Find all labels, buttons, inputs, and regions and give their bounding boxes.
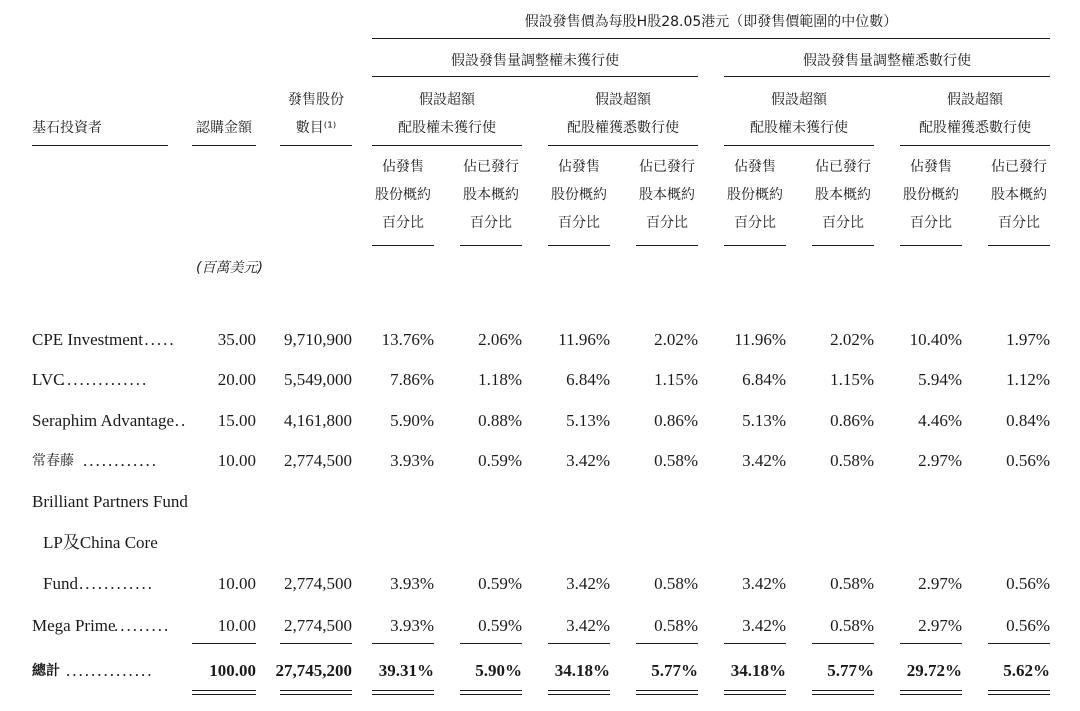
total-shares: 27,745,200 [275, 661, 352, 680]
pct-header-line: 佔發售 [734, 159, 776, 175]
percentage-cell: 3.42% [566, 574, 610, 593]
subgroup-a-rule [372, 145, 522, 146]
group-left-rule [372, 76, 698, 77]
investor-name: Mega Prime [32, 616, 116, 635]
total-double-rule [724, 690, 786, 695]
leader-dots: ............ [83, 451, 158, 470]
investor-name: 常春藤 [32, 453, 74, 469]
percentage-cell: 0.88% [478, 411, 522, 430]
shares-cell: 2,774,500 [284, 574, 352, 593]
percentage-cell: 0.59% [478, 616, 522, 635]
percentage-cell: 0.56% [1006, 574, 1050, 593]
subtotal-rule [548, 643, 610, 644]
subtotal-rule [724, 643, 786, 644]
investor-name: CPE Investment [32, 330, 143, 349]
pct-header-line: 股份概約 [903, 187, 959, 203]
shares-cell: 5,549,000 [284, 370, 352, 389]
pct-header-line: 股份概約 [551, 187, 607, 203]
subgroup-b-rule [548, 145, 698, 146]
leader-dots: .............. [60, 370, 149, 389]
percentage-cell: 1.15% [830, 370, 874, 389]
total-percentage: 5.62% [1003, 661, 1050, 680]
total-double-rule [636, 690, 698, 695]
leader-dots: ......... [114, 616, 171, 635]
subgroup-c-rule [724, 145, 874, 146]
col-investor-header: 基石投資者 [32, 120, 102, 136]
total-double-rule [812, 690, 874, 695]
pct-header-line: 股本概約 [815, 187, 871, 203]
percentage-cell: 6.84% [742, 370, 786, 389]
percentage-cell: 0.86% [654, 411, 698, 430]
investor-name: Seraphim Advantage [32, 411, 175, 430]
pct-header-line: 股份概約 [727, 187, 783, 203]
percentage-cell: 5.90% [390, 411, 434, 430]
percentage-cell: 1.18% [478, 370, 522, 389]
pct-header-line: 佔已發行 [991, 159, 1047, 175]
total-double-rule [192, 690, 256, 695]
percentage-cell: 1.12% [1006, 370, 1050, 389]
investor-name: Fund [43, 574, 78, 593]
col-amount-rule [192, 145, 256, 146]
pct-header-line: 百分比 [910, 215, 952, 231]
percentage-cell: 10.40% [909, 330, 962, 349]
pct-header-rule [460, 245, 522, 246]
percentage-cell: 2.97% [918, 574, 962, 593]
investor-name: Brilliant Partners Fund [32, 492, 188, 511]
pct-header-line: 佔發售 [382, 159, 424, 175]
percentage-cell: 3.42% [742, 451, 786, 470]
pct-header-rule [548, 245, 610, 246]
leader-dots: .. [174, 411, 188, 430]
leader-dots: ............ [79, 574, 154, 593]
percentage-cell: 5.94% [918, 370, 962, 389]
subgroup-a-header-2: 配股權未獲行使 [398, 120, 496, 136]
subtotal-rule [372, 643, 434, 644]
amount-cell: 10.00 [217, 451, 256, 470]
top-title-rule [372, 38, 1050, 39]
amount-cell: 10.00 [217, 616, 256, 635]
percentage-cell: 0.58% [830, 574, 874, 593]
percentage-cell: 2.97% [918, 451, 962, 470]
total-percentage: 5.90% [475, 661, 522, 680]
percentage-cell: 2.97% [918, 616, 962, 635]
percentage-cell: 2.02% [830, 330, 874, 349]
leader-dots: .............. [66, 661, 154, 680]
percentage-cell: 0.58% [654, 451, 698, 470]
col-shares-header-1: 發售股份 [288, 92, 344, 108]
pct-header-line: 百分比 [382, 215, 424, 231]
shares-cell: 4,161,800 [284, 411, 352, 430]
percentage-cell: 6.84% [566, 370, 610, 389]
percentage-cell: 5.13% [742, 411, 786, 430]
percentage-cell: 3.93% [390, 616, 434, 635]
subgroup-a-header-1: 假設超額 [419, 92, 475, 108]
shares-cell: 2,774,500 [284, 451, 352, 470]
percentage-cell: 1.15% [654, 370, 698, 389]
percentage-cell: 2.06% [478, 330, 522, 349]
pct-header-line: 佔已發行 [815, 159, 871, 175]
percentage-cell: 1.97% [1006, 330, 1050, 349]
pct-header-line: 佔發售 [910, 159, 952, 175]
percentage-cell: 0.58% [654, 574, 698, 593]
total-percentage: 39.31% [378, 661, 434, 680]
percentage-cell: 0.84% [1006, 411, 1050, 430]
subtotal-rule [280, 643, 352, 644]
total-label: 總計 [32, 663, 60, 679]
pct-header-rule [724, 245, 786, 246]
subgroup-b-header-1: 假設超額 [595, 92, 651, 108]
col-shares-header-2: 數目⁽¹⁾ [295, 120, 337, 136]
pct-header-line: 百分比 [558, 215, 600, 231]
percentage-cell: 3.42% [742, 574, 786, 593]
total-double-rule [280, 690, 352, 695]
subtotal-rule [636, 643, 698, 644]
subgroup-d-header-2: 配股權獲悉數行使 [919, 120, 1031, 136]
pct-header-line: 股份概約 [375, 187, 431, 203]
percentage-cell: 0.86% [830, 411, 874, 430]
unit-note: (百萬美元) [196, 260, 263, 276]
percentage-cell: 3.42% [566, 616, 610, 635]
total-percentage: 5.77% [827, 661, 874, 680]
pct-header-line: 股本概約 [639, 187, 695, 203]
subtotal-rule [988, 643, 1050, 644]
percentage-cell: 13.76% [381, 330, 434, 349]
group-header-right: 假設發售量調整權悉數行使 [803, 53, 971, 69]
total-double-rule [548, 690, 610, 695]
amount-cell: 15.00 [217, 411, 256, 430]
subtotal-rule [460, 643, 522, 644]
shares-cell: 9,710,900 [284, 330, 352, 349]
percentage-cell: 0.58% [830, 451, 874, 470]
subgroup-c-header-2: 配股權未獲行使 [750, 120, 848, 136]
subgroup-b-header-2: 配股權獲悉數行使 [567, 120, 679, 136]
amount-cell: 35.00 [217, 330, 256, 349]
pct-header-line: 百分比 [998, 215, 1040, 231]
group-header-left: 假設發售量調整權未獲行使 [451, 53, 619, 69]
percentage-cell: 0.59% [478, 451, 522, 470]
pct-header-line: 百分比 [646, 215, 688, 231]
group-right-rule [724, 76, 1050, 77]
pct-header-line: 股本概約 [463, 187, 519, 203]
percentage-cell: 3.93% [390, 451, 434, 470]
investor-name: LP及China Core [43, 533, 158, 552]
pct-header-rule [988, 245, 1050, 246]
percentage-cell: 11.96% [558, 330, 610, 349]
total-double-rule [460, 690, 522, 695]
pct-header-line: 佔發售 [558, 159, 600, 175]
percentage-cell: 0.58% [654, 616, 698, 635]
total-amount: 100.00 [209, 661, 256, 680]
amount-cell: 20.00 [217, 370, 256, 389]
col-amount-header: 認購金額 [196, 120, 252, 136]
percentage-cell: 3.42% [742, 616, 786, 635]
shares-cell: 2,774,500 [284, 616, 352, 635]
pct-header-rule [636, 245, 698, 246]
percentage-cell: 3.93% [390, 574, 434, 593]
subtotal-rule [192, 643, 256, 644]
total-percentage: 5.77% [651, 661, 698, 680]
amount-cell: 10.00 [217, 574, 256, 593]
pct-header-line: 百分比 [822, 215, 864, 231]
percentage-cell: 7.86% [390, 370, 434, 389]
investor-name: LVC [32, 370, 65, 389]
pct-header-line: 佔已發行 [639, 159, 695, 175]
pct-header-rule [812, 245, 874, 246]
pct-header-rule [372, 245, 434, 246]
total-double-rule [988, 690, 1050, 695]
col-investor-rule [32, 145, 168, 146]
subgroup-d-header-1: 假設超額 [947, 92, 1003, 108]
subtotal-rule [812, 643, 874, 644]
percentage-cell: 3.42% [566, 451, 610, 470]
percentage-cell: 0.58% [830, 616, 874, 635]
total-percentage: 29.72% [906, 661, 962, 680]
subgroup-d-rule [900, 145, 1050, 146]
percentage-cell: 4.46% [918, 411, 962, 430]
col-shares-rule [280, 145, 352, 146]
total-double-rule [900, 690, 962, 695]
pct-header-line: 百分比 [470, 215, 512, 231]
subgroup-c-header-1: 假設超額 [771, 92, 827, 108]
total-percentage: 34.18% [554, 661, 610, 680]
pct-header-line: 股本概約 [991, 187, 1047, 203]
leader-dots: ..... [144, 330, 176, 349]
percentage-cell: 11.96% [734, 330, 786, 349]
percentage-cell: 5.13% [566, 411, 610, 430]
percentage-cell: 0.56% [1006, 451, 1050, 470]
percentage-cell: 0.56% [1006, 616, 1050, 635]
percentage-cell: 2.02% [654, 330, 698, 349]
percentage-cell: 0.59% [478, 574, 522, 593]
pct-header-rule [900, 245, 962, 246]
total-percentage: 34.18% [730, 661, 786, 680]
table-top-title: 假設發售價為每股H股28.05港元（即發售價範圍的中位數） [524, 14, 898, 30]
pct-header-line: 佔已發行 [463, 159, 519, 175]
pct-header-line: 百分比 [734, 215, 776, 231]
subtotal-rule [900, 643, 962, 644]
total-double-rule [372, 690, 434, 695]
